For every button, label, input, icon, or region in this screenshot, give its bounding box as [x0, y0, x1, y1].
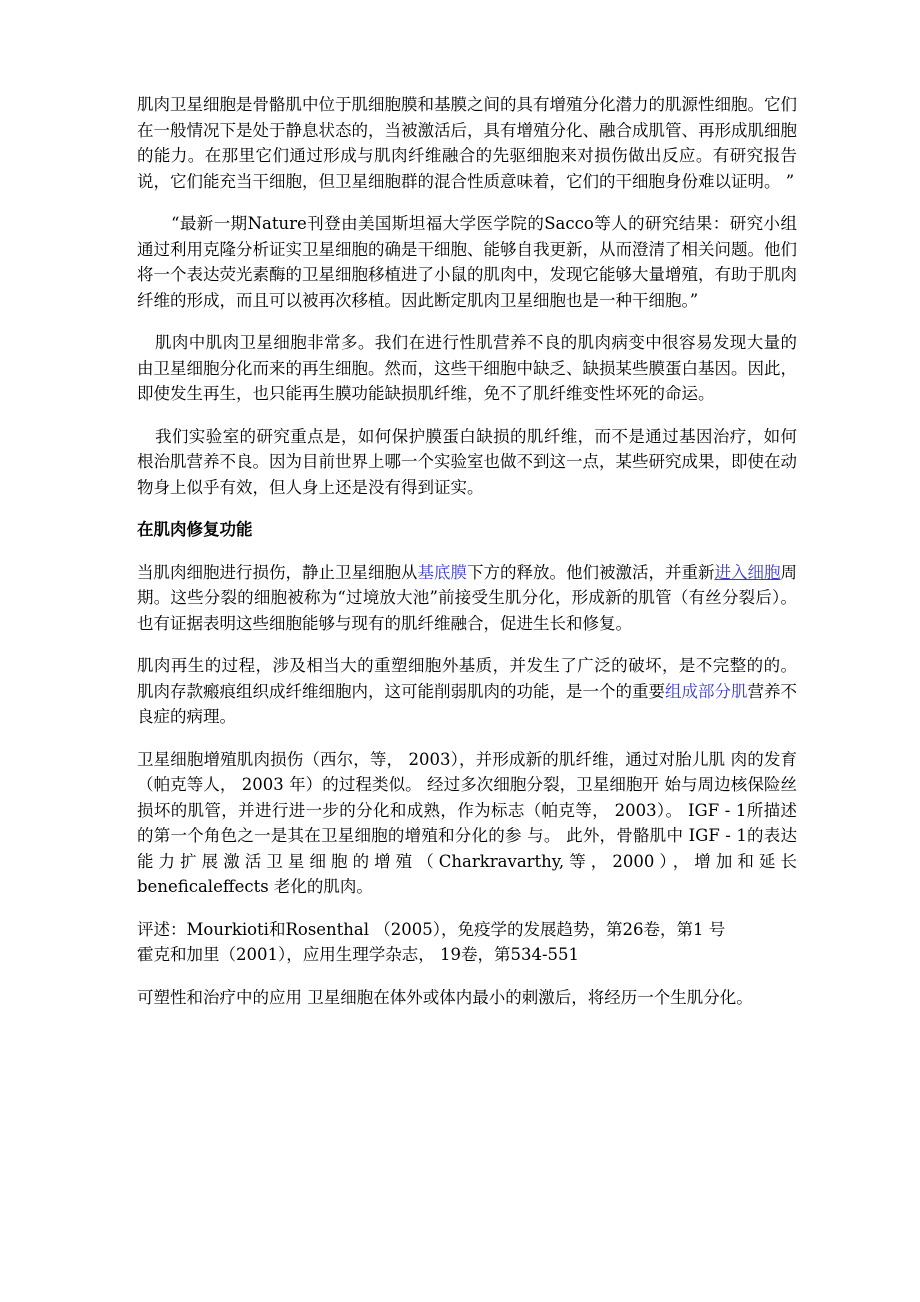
paragraph-plasticity: 可塑性和治疗中的应用 卫星细胞在体外或体内最小的刺激后，将经历一个生肌分化。: [137, 987, 753, 1007]
paragraph-nature-quote: “最新一期Nature刊登由美国斯坦福大学医学院的Sacco等人的研究结果：研究小组通过利用克隆分析证实卫星细胞的确是干细胞、能够自我更新，从而澄清了相关问题。他们将一个表达荧光素酶的卫星细胞移植进了小鼠的肌肉中，发现它能够大量增殖，有助于肌肉纤维的形成，而且可以被再次移植。因此断定肌肉卫星细胞也是一种干细胞。”: [137, 214, 797, 310]
review-line-1: 评述：Mourkioti和Rosenthal （2005），免疫学的发展趋势，第26卷，第1 号: [137, 919, 726, 939]
link-component-muscle[interactable]: 组成部分肌: [665, 681, 748, 701]
review-line-2: 霍克和加里（2001），应用生理学杂志， 19卷，第534-551: [137, 945, 580, 964]
paragraph-repair: [137, 560, 797, 637]
paragraph-satellite-proliferation: 卫星细胞增殖肌肉损伤（西尔，等， 2003），并形成新的肌纤维，通过对胎儿肌 肉的发育（帕克等人， 2003 年）的过程类似。 经过多次细胞分裂，卫星细胞开 始与周边核保险丝损坏的肌管，并进行进一步的分化和成熟，作为标志（帕克等， 2003）。 IGF - 1所描述的第一个角色之一是其在卫星细胞的增殖和分化的参 与。 此外，骨骼肌中 IGF - 1的表达能力扩展激活卫星细胞的增殖（Charkravarthy,等，2000），增加和延长 beneficaleffects 老化的肌肉。: [137, 749, 797, 896]
regen-text-2: 营养不良症的病理。: [137, 681, 797, 726]
paragraph-regeneration-process: [137, 653, 797, 730]
paragraph-muscle-regeneration: 肌肉中肌肉卫星细胞非常多。我们在进行性肌营养不良的肌肉病变中很容易发现大量的由卫星细胞分化而来的再生细胞。然而，这些干细胞中缺乏、缺损某些膜蛋白基因。因此，即使发生再生，也只能再生膜功能缺损肌纤维，免不了肌纤维变性坏死的命运。: [137, 333, 797, 403]
repair-text-3: 周期。这些分裂的细胞被称为“过境放大池”前接受生肌分化，形成新的肌管（有丝分裂后）。也有证据表明这些细胞能够与现有的肌纤维融合，促进生长和修复。: [137, 562, 797, 633]
repair-text-1: 当肌肉细胞进行损伤，静止卫星细胞从: [137, 562, 418, 582]
regen-text-1: 肌肉再生的过程，涉及相当大的重塑细胞外基质，并发生了广泛的破坏，是不完整的的。 肌肉存款瘢痕组织成纤维细胞内，这可能削弱肌肉的功能，是一个的重要: [137, 656, 797, 701]
section-heading-repair: 在肌肉修复功能: [137, 520, 253, 539]
document-body: [137, 92, 797, 1027]
repair-text-2: 下方的释放。他们被激活，并重新: [467, 562, 715, 582]
link-basal-lamina[interactable]: 基底膜: [417, 562, 467, 582]
link-enter-cell[interactable]: 进入细胞: [714, 562, 781, 582]
paragraph-lab-focus: 我们实验室的研究重点是，如何保护膜蛋白缺损的肌纤维，而不是通过基因治疗，如何根治肌营养不良。因为目前世界上哪一个实验室也做不到这一点，某些研究成果，即使在动物身上似乎有效，但人身上还是没有得到证实。: [137, 426, 797, 497]
paragraph-review-references: [137, 917, 797, 968]
paragraph-intro: 肌肉卫星细胞是骨骼肌中位于肌细胞膜和基膜之间的具有增殖分化潜力的肌源性细胞。它们在一般情况下是处于静息状态的，当被激活后，具有增殖分化、融合成肌管、再形成肌细胞的能力。在那里它们通过形成与肌肉纤维融合的先驱细胞来对损伤做出反应。有研究报告说，它们能充当干细胞，但卫星细胞群的混合性质意味着，它们的干细胞身份难以证明。 ”: [137, 95, 797, 191]
